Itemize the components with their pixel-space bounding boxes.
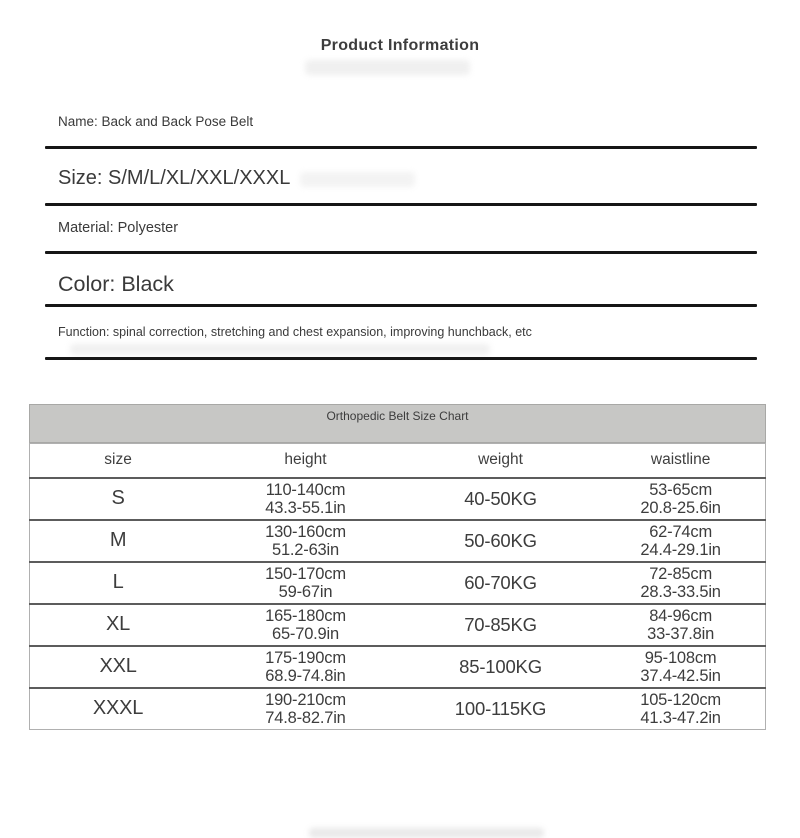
divider-rule [45,146,757,149]
size-chart-table [29,443,766,730]
height-cm: 165-180cm [265,606,346,625]
size-chart-title-bar [29,404,766,443]
table-row-xxl [30,646,766,688]
waist-cm: 105-120cm [640,690,721,709]
erased-text-smudge [70,344,490,355]
cell-height [206,604,405,646]
waist-cm: 62-74cm [649,522,712,541]
page-title: Product Information [320,37,480,54]
product-material-field: Material: Polyester [58,220,179,236]
cell-height [206,478,405,520]
size-chart-title: Orthopedic Belt Size Chart [326,409,469,423]
cell-weight: 85-100KG [405,646,596,688]
size-chart-header-row [30,444,766,478]
cell-weight: 70-85KG [405,604,596,646]
product-size-field: Size: S/M/L/XL/XXL/XXXL [58,167,291,189]
cell-size: XXXL [30,688,207,730]
cell-weight: 40-50KG [405,478,596,520]
height-cm: 190-210cm [265,690,346,709]
cell-size: L [30,562,207,604]
size-chart-body [30,478,766,730]
product-color-field: Color: Black [58,272,174,296]
divider-rule [45,357,757,360]
height-in: 74.8-82.7in [265,708,346,727]
height-in: 65-70.9in [271,624,339,643]
column-header-size: size [104,451,132,469]
table-row-xxxl [30,688,766,730]
cell-height [206,646,405,688]
cell-waistline [596,478,765,520]
cell-waistline [596,646,765,688]
table-row-xl [30,604,766,646]
size-chart-section [29,404,766,730]
column-header-waistline: waistline [650,451,711,469]
size-chart-header [30,444,766,478]
table-row-m [30,520,766,562]
product-function-field: Function: spinal correction, stretching and chest expansion, improving hunchback, etc [58,325,532,339]
height-in: 59-67in [278,582,333,601]
height-cm: 130-160cm [265,522,346,541]
cell-waistline [596,688,765,730]
divider-rule [45,304,757,307]
cell-weight: 100-115KG [405,688,596,730]
waist-in: 20.8-25.6in [640,498,721,517]
cell-size: XXL [30,646,207,688]
waist-cm: 95-108cm [644,648,717,667]
cell-waistline [596,604,765,646]
height-in: 51.2-63in [271,540,339,559]
waist-cm: 84-96cm [649,606,712,625]
height-in: 43.3-55.1in [265,498,346,517]
erased-text-smudge [309,828,544,838]
divider-rule [45,203,757,206]
height-cm: 175-190cm [265,648,346,667]
waist-cm: 53-65cm [649,480,712,499]
cell-height [206,688,405,730]
cell-weight: 50-60KG [405,520,596,562]
erased-text-smudge [300,172,415,187]
height-cm: 110-140cm [265,480,346,499]
cell-size: S [30,478,207,520]
height-cm: 150-170cm [265,564,346,583]
cell-height [206,562,405,604]
cell-weight: 60-70KG [405,562,596,604]
waist-in: 37.4-42.5in [640,666,721,685]
erased-text-smudge [305,60,470,75]
waist-in: 41.3-47.2in [640,708,721,727]
waist-in: 24.4-29.1in [640,540,721,559]
column-header-weight: weight [478,451,523,469]
table-row-s [30,478,766,520]
waist-in: 33-37.8in [647,624,715,643]
cell-size: M [30,520,207,562]
height-in: 68.9-74.8in [265,666,346,685]
cell-waistline [596,520,765,562]
product-name-field: Name: Back and Back Pose Belt [58,114,254,129]
cell-height [206,520,405,562]
waist-cm: 72-85cm [649,564,712,583]
divider-rule [45,251,757,254]
cell-waistline [596,562,765,604]
column-header-height: height [284,451,327,469]
cell-size: XL [30,604,207,646]
table-row-l [30,562,766,604]
waist-in: 28.3-33.5in [640,582,721,601]
